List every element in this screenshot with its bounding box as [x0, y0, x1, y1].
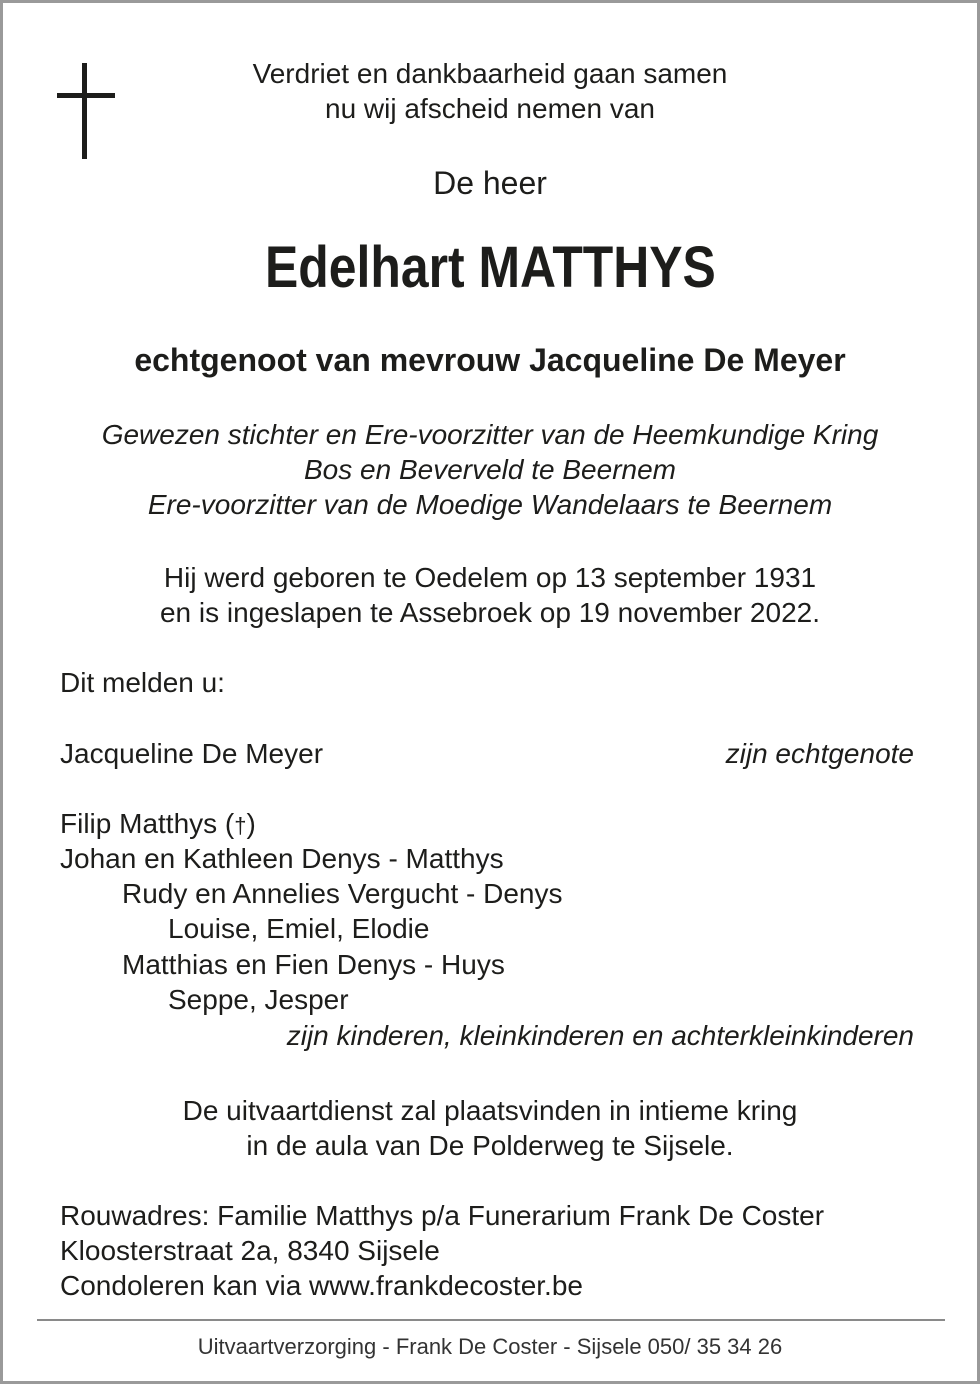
address-line: Kloosterstraat 2a, 8340 Sijsele [60, 1235, 440, 1266]
mourning-address [60, 1198, 824, 1303]
family-line: Rudy en Annelies Vergucht - Denys [122, 878, 563, 909]
intro-line: nu wij afscheid nemen van [325, 93, 655, 124]
family-line: Seppe, Jesper [168, 984, 349, 1015]
title-line: Ere-voorzitter van de Moedige Wandelaars te Beernem [147, 489, 833, 520]
spouse-name: Jacqueline De Meyer [60, 738, 324, 769]
birth-line: Hij werd geboren te Oedelem op 13 september 1931 [163, 562, 817, 593]
intro-text [3, 56, 977, 126]
dagger-icon: † [234, 813, 247, 838]
family-line: Johan en Kathleen Denys - Matthys [60, 843, 504, 874]
service-line: in de aula van De Polderweg te Sijsele. [246, 1130, 734, 1161]
footer-divider [37, 1319, 945, 1321]
announce-text: Dit melden u: [60, 667, 225, 698]
deceased-name: Edelhart MATTHYS [265, 235, 716, 300]
footer-text: Uitvaartverzorging - Frank De Coster - Sijsele 050/ 35 34 26 [197, 1334, 783, 1359]
family-role: zijn kinderen, kleinkinderen en achterkleinkinderen [286, 1020, 914, 1051]
family-line: Louise, Emiel, Elodie [168, 913, 430, 944]
spouse-role: zijn echtgenote [725, 738, 914, 769]
address-line: Condoleren kan via www.frankdecoster.be [60, 1270, 583, 1301]
honorific: De heer [433, 165, 547, 201]
death-line: en is ingeslapen te Assebroek op 19 november 2022. [159, 597, 820, 628]
family-line-deceased-child [60, 806, 256, 843]
title-line: Gewezen stichter en Ere-voorzitter van de Heemkundige Kring [101, 419, 879, 450]
address-line: Rouwadres: Familie Matthys p/a Funerarium Frank De Coster [60, 1200, 825, 1231]
child-close: ) [246, 808, 256, 839]
honorary-titles [3, 417, 977, 522]
intro-line: Verdriet en dankbaarheid gaan samen [252, 58, 728, 89]
title-line: Bos en Beverveld te Beernem [304, 454, 676, 485]
child-name: Filip Matthys ( [60, 808, 235, 839]
family-line: Matthias en Fien Denys - Huys [122, 949, 505, 980]
service-text [3, 1093, 977, 1163]
spouse-line: echtgenoot van mevrouw Jacqueline De Meyer [134, 342, 846, 378]
birth-death-text [3, 560, 977, 630]
service-line: De uitvaartdienst zal plaatsvinden in intieme kring [182, 1095, 798, 1126]
